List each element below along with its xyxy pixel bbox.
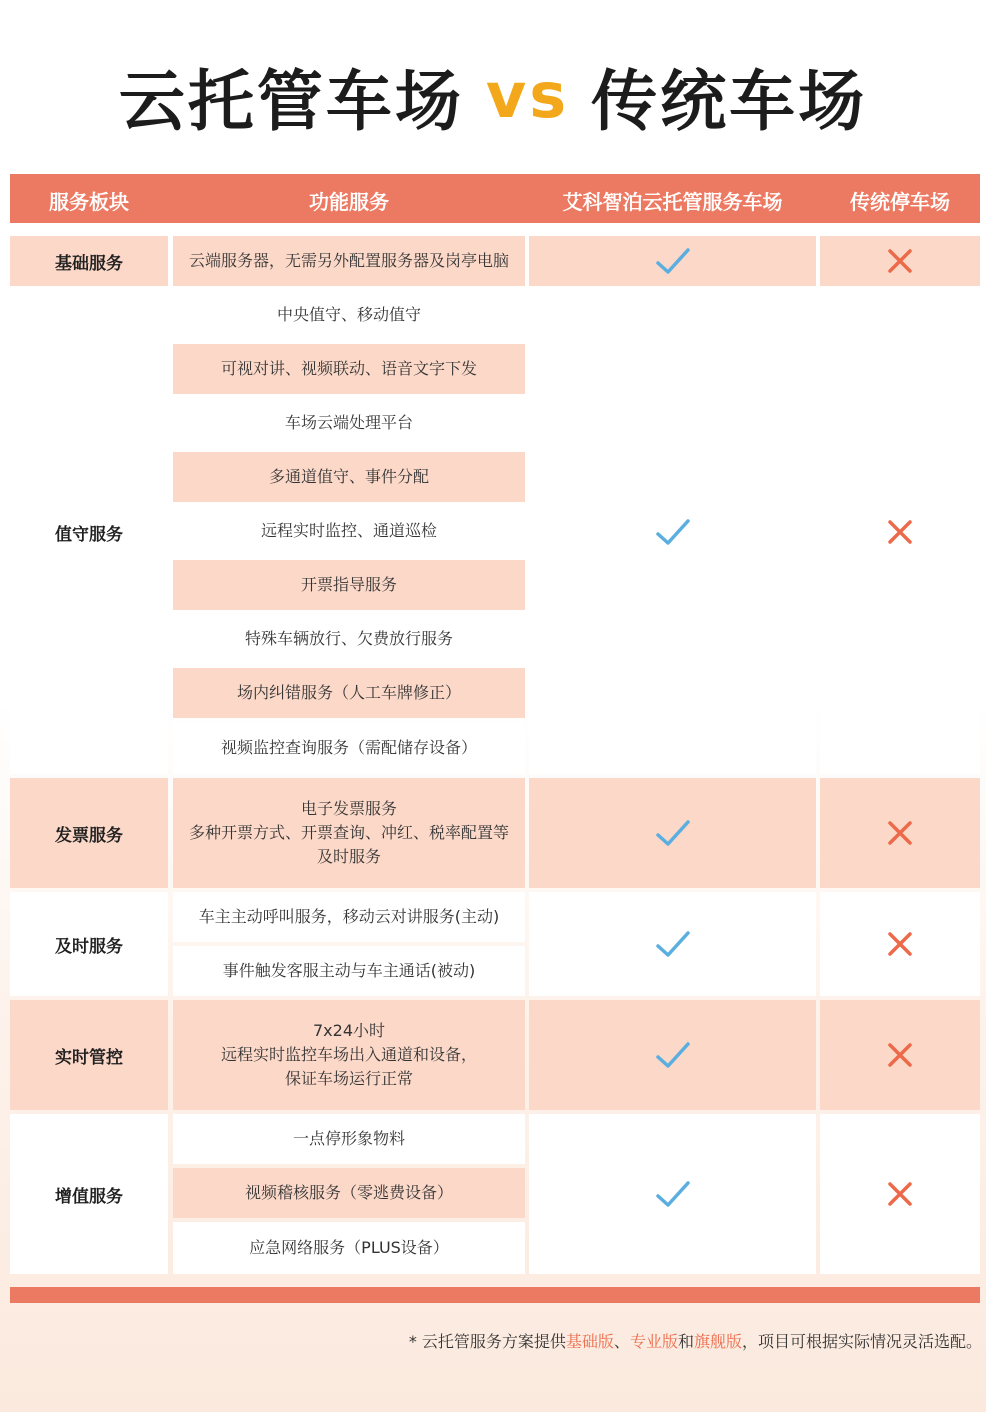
- feature-duty-3: 车场云端处理平台: [173, 398, 525, 448]
- feature-invoice: [173, 778, 525, 888]
- page-title: [0, 50, 986, 140]
- feature-timely-1: 车主主动呼叫服务，移动云对讲服务(主动): [173, 892, 525, 942]
- cross-icon: [886, 930, 914, 958]
- header-block: 服务板块: [49, 190, 129, 214]
- cross-icon: [886, 1180, 914, 1208]
- footnote-flagship: 旗舰版: [693, 1332, 742, 1351]
- feature-duty-4: 多通道值守、事件分配: [173, 452, 525, 502]
- check-icon: [655, 517, 691, 547]
- header-feature: 功能服务: [309, 190, 389, 214]
- feature-value-1: 一点停形象物料: [173, 1114, 525, 1164]
- feature-duty-7: 特殊车辆放行、欠费放行服务: [173, 614, 525, 664]
- feature-duty-1: 中央值守、移动值守: [173, 290, 525, 340]
- feature-duty-9: 视频监控查询服务（需配储存设备）: [173, 722, 525, 774]
- feature-value-2: 视频稽核服务（零逃费设备）: [173, 1168, 525, 1218]
- block-realtime: 实时管控: [10, 1000, 168, 1110]
- cross-icon: [886, 518, 914, 546]
- title-vs: vs: [485, 58, 570, 132]
- check-icon: [655, 929, 691, 959]
- cross-timely: [820, 892, 980, 996]
- block-invoice: 发票服务: [10, 778, 168, 888]
- footnote: [409, 1329, 982, 1352]
- bottom-bar: [10, 1287, 980, 1303]
- feature-duty-2: 可视对讲、视频联动、语音文字下发: [173, 344, 525, 394]
- footnote-sep2: 和: [677, 1332, 694, 1351]
- title-left: 云托管车场: [118, 62, 464, 140]
- header-cloud: 艾科智泊云托管服务车场: [562, 190, 783, 214]
- feature-invoice-1: 电子发票服务: [300, 799, 397, 818]
- cross-icon: [886, 819, 914, 847]
- block-timely: 及时服务: [10, 892, 168, 996]
- check-icon: [655, 1040, 691, 1070]
- feature-realtime: [173, 1000, 525, 1110]
- check-icon: [655, 818, 691, 848]
- block-duty: 值守服务: [10, 290, 168, 774]
- feature-duty-6: 开票指导服务: [173, 560, 525, 610]
- check-icon: [655, 1179, 691, 1209]
- check-duty: [529, 290, 816, 774]
- cross-icon: [886, 247, 914, 275]
- feature-realtime-1: 7x24小时: [312, 1021, 385, 1040]
- check-invoice: [529, 778, 816, 888]
- cross-icon: [886, 1041, 914, 1069]
- header-traditional: 传统停车场: [850, 190, 950, 214]
- feature-invoice-3: 及时服务: [316, 847, 381, 866]
- cross-value: [820, 1114, 980, 1274]
- cross-invoice: [820, 778, 980, 888]
- feature-realtime-2: 远程实时监控车场出入通道和设备，: [220, 1045, 477, 1064]
- footnote-prefix: * 云托管服务方案提供: [408, 1332, 566, 1351]
- block-value: 增值服务: [10, 1114, 168, 1274]
- block-basic: 基础服务: [10, 236, 168, 286]
- feature-timely-2: 事件触发客服主动与车主通话(被动): [173, 946, 525, 996]
- title-right: 传统车场: [591, 62, 868, 140]
- check-icon: [655, 246, 691, 276]
- check-value: [529, 1114, 816, 1274]
- check-basic: [529, 236, 816, 286]
- feature-value-3: 应急网络服务（PLUS设备）: [173, 1222, 525, 1274]
- footnote-suffix: ，项目可根据实际情况灵活选配。: [741, 1332, 982, 1351]
- footnote-basic: 基础版: [565, 1332, 614, 1351]
- check-realtime: [529, 1000, 816, 1110]
- cross-duty: [820, 290, 980, 774]
- footnote-pro: 专业版: [629, 1332, 678, 1351]
- cross-realtime: [820, 1000, 980, 1110]
- feature-invoice-2: 多种开票方式、开票查询、冲红、税率配置等: [188, 823, 509, 842]
- feature-duty-5: 远程实时监控、通道巡检: [173, 506, 525, 556]
- feature-duty-8: 场内纠错服务（人工车牌修正）: [173, 668, 525, 718]
- check-timely: [529, 892, 816, 996]
- cross-basic: [820, 236, 980, 286]
- feature-basic-1: 云端服务器，无需另外配置服务器及岗亭电脑: [173, 236, 525, 286]
- footnote-sep1: 、: [613, 1332, 630, 1351]
- table-header: [10, 174, 980, 223]
- feature-realtime-3: 保证车场运行正常: [284, 1069, 413, 1088]
